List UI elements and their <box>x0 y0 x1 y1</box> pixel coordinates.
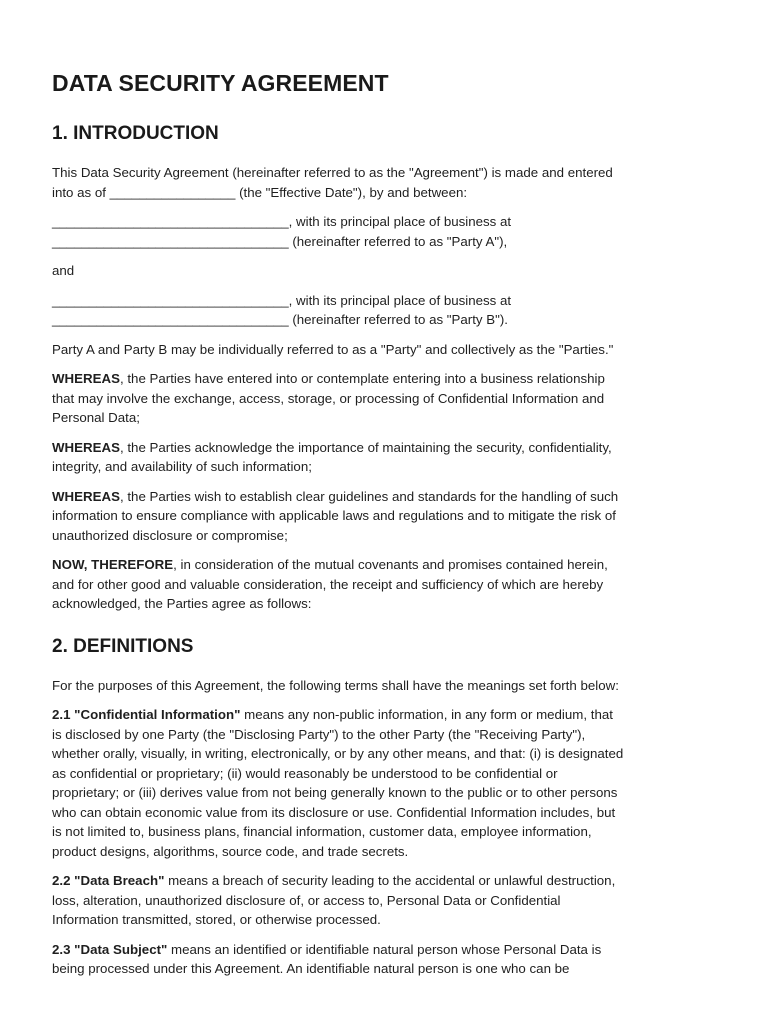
party-a-paragraph <box>52 212 718 251</box>
def1-line-7: is not limited to, business plans, financial information, customer data, employee information, <box>52 824 592 839</box>
section-heading-introduction: 1. INTRODUCTION <box>52 123 219 144</box>
now-line-2: and for other good and valuable consideration, the receipt and sufficiency of which are hereby <box>52 576 604 592</box>
section-definitions <box>52 636 718 979</box>
whereas-1-line-3: Personal Data; <box>52 410 140 425</box>
party-a-line-2: ________________________________ (hereinafter referred to as "Party A"), <box>52 233 508 249</box>
section-heading-definitions: 2. DEFINITIONS <box>52 635 194 657</box>
def1-line-6: who can obtain economic value from its disclosure or use. Confidential Information includes, but <box>52 804 616 820</box>
whereas-2-line-1: , the Parties acknowledge the importance of maintaining the security, confidentiality, <box>119 439 612 455</box>
section-introduction <box>52 123 718 614</box>
def1-line-5: proprietary; or (iii) derives value from not being generally known to the public or to other persons <box>52 785 618 800</box>
and-paragraph: and <box>52 263 75 278</box>
whereas-label: WHEREAS <box>52 488 120 504</box>
now-therefore-paragraph <box>52 555 718 614</box>
definition-confidential-information <box>52 705 718 861</box>
whereas-3-line-1: , the Parties wish to establish clear guidelines and standards for the handling of such <box>119 488 619 504</box>
definition-term: 2.2 "Data Breach" <box>52 873 165 888</box>
def1-line-3: whether orally, visually, in writing, electronically, or by any other means, and that: (i) is designated <box>52 746 624 761</box>
now-line-3: acknowledged, the Parties agree as follows: <box>52 596 312 611</box>
whereas-3-line-3: unauthorized disclosure or compromise; <box>52 527 288 543</box>
whereas-label: WHEREAS <box>52 371 120 386</box>
party-a-line-1: ________________________________, with its principal place of business at <box>52 214 512 229</box>
def3-line-1: means an identified or identifiable natural person whose Personal Data is <box>167 941 602 957</box>
definition-term: 2.3 "Data Subject" <box>52 941 168 957</box>
now-therefore-label: NOW, THEREFORE <box>52 557 174 572</box>
def1-line-1: means any non-public information, in any form or medium, that <box>240 707 613 722</box>
intro-line-2: into as of _________________ (the "Effective Date"), by and between: <box>52 184 468 200</box>
whereas-paragraph-2 <box>52 438 718 477</box>
whereas-2-line-2: integrity, and availability of such information; <box>52 459 312 474</box>
def2-line-2: loss, alteration, unauthorized disclosure of, or access to, Personal Data or Confidential <box>52 892 561 908</box>
now-line-1: , in consideration of the mutual covenants and promises contained herein, <box>173 557 608 572</box>
intro-line-1: This Data Security Agreement (hereinafter referred to as the "Agreement") is made and entered <box>52 165 613 180</box>
def3-line-2: being processed under this Agreement. An identifiable natural person is one who can be <box>52 961 570 976</box>
party-b-paragraph <box>52 291 718 330</box>
whereas-1-line-2: that may involve the exchange, access, storage, or processing of Confidential Information and <box>52 390 605 406</box>
def1-line-4: as confidential or proprietary; (ii) would reasonably be understood to be confidential or <box>52 765 558 781</box>
definition-data-subject <box>52 940 718 979</box>
definition-data-breach <box>52 871 718 930</box>
intro-paragraph <box>52 163 718 202</box>
def1-line-8: product designs, algorithms, source code, and trade secrets. <box>52 843 409 859</box>
whereas-3-line-2: information to ensure compliance with applicable laws and regulations and to mitigate the risk of <box>52 508 616 523</box>
definition-term: 2.1 "Confidential Information" <box>52 707 241 722</box>
def2-line-3: Information transmitted, stored, or otherwise processed. <box>52 912 381 927</box>
def2-line-1: means a breach of security leading to the accidental or unlawful destruction, <box>164 873 616 888</box>
document-title: DATA SECURITY AGREEMENT <box>52 70 389 96</box>
whereas-paragraph-1 <box>52 369 718 428</box>
parties-paragraph: Party A and Party B may be individually referred to as a "Party" and collectively as the "Parties." <box>52 341 614 357</box>
def1-line-2: is disclosed by one Party (the "Disclosing Party") to the other Party (the "Receiving Party"), <box>52 726 586 742</box>
whereas-paragraph-3 <box>52 487 718 546</box>
whereas-1-line-1: , the Parties have entered into or contemplate entering into a business relationship <box>119 371 605 386</box>
whereas-label: WHEREAS <box>52 439 120 455</box>
party-b-line-2: ________________________________ (hereinafter referred to as "Party B"). <box>52 312 508 327</box>
party-b-line-1: ________________________________, with its principal place of business at <box>52 292 512 308</box>
definitions-intro: For the purposes of this Agreement, the following terms shall have the meanings set forth below: <box>52 677 619 693</box>
